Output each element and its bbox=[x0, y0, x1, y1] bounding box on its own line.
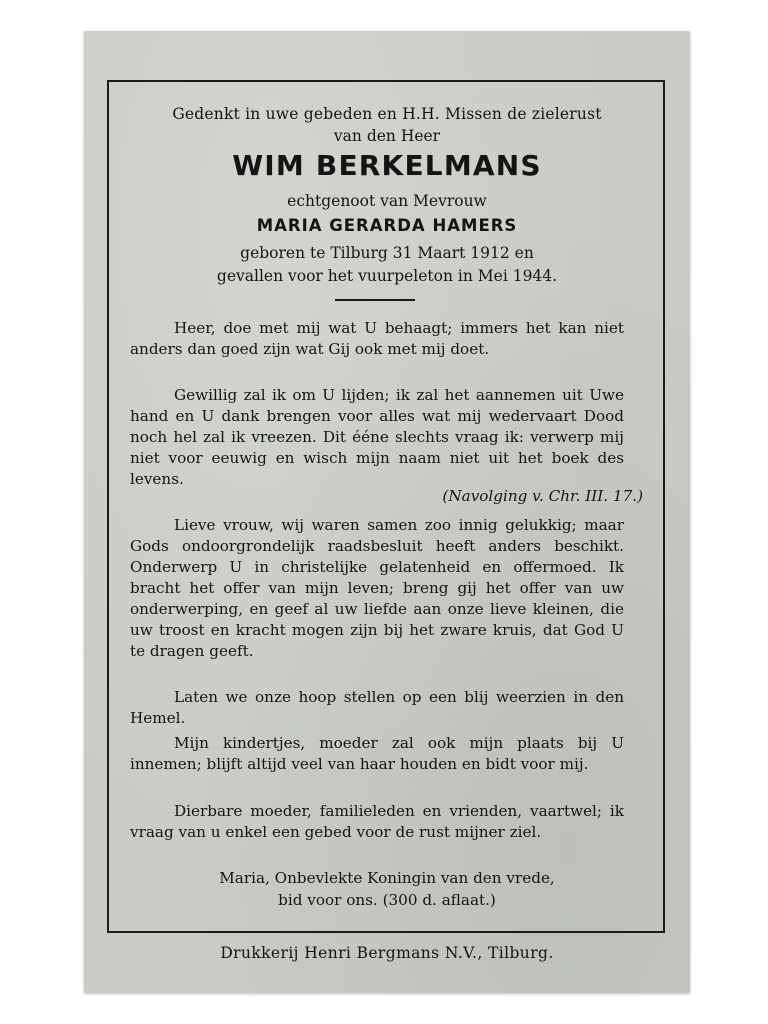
intro-line: Gedenkt in uwe gebeden en H.H. Missen de zielerust bbox=[172, 105, 602, 123]
spouse-name: MARIA GERARDA HAMERS bbox=[256, 216, 518, 235]
prayer-line-1: Maria, Onbevlekte Koningin van den vrede, bbox=[219, 869, 555, 887]
deceased-name: WIM BERKELMANS bbox=[232, 149, 542, 182]
paragraph-2 bbox=[130, 385, 624, 490]
paragraph-6 bbox=[130, 801, 624, 843]
paragraph-4 bbox=[130, 687, 624, 729]
paragraph-text: Heer, doe met mij wat U behaagt; immers het kan niet anders dan goed zijn wat Gij ook met mij doet. bbox=[130, 319, 624, 358]
memorial-card bbox=[84, 31, 690, 993]
citation: (Navolging v. Chr. III. 17.) bbox=[442, 487, 643, 505]
paragraph-3 bbox=[130, 515, 624, 662]
birth-line: geboren te Tilburg 31 Maart 1912 en bbox=[240, 244, 534, 262]
death-line: gevallen voor het vuurpeleton in Mei 1944. bbox=[216, 267, 558, 285]
paragraph-5 bbox=[130, 733, 624, 775]
paragraph-text: Lieve vrouw, wij waren samen zoo innig gelukkig; maar Gods ondoorgrondelijk raadsbesluit heeft anders beschikt. Onderwerp U in christelijke gelatenheid en offermoed. Ik bracht het offer van mijn leven; breng gij het offer van uw onderwerping, en geef al uw liefde aan onze lieve kleinen, die uw troost en kracht mogen zijn bij het zware kruis, dat God U te dragen geeft. bbox=[130, 516, 624, 660]
divider-rule bbox=[335, 299, 415, 301]
paragraph-text: Gewillig zal ik om U lijden; ik zal het aannemen uit Uwe hand en U dank brengen voor alles wat mij wedervaart Dood noch hel zal ik vreezen. Dit ééne slechts vraag ik: verwerp mij niet voor eeuwig en wisch mijn naam niet uit het boek des levens. bbox=[130, 386, 624, 488]
prayer-line-2: bid voor ons. (300 d. aflaat.) bbox=[278, 891, 496, 909]
printer-credit: Drukkerij Henri Bergmans N.V., Tilburg. bbox=[220, 944, 554, 962]
paragraph-text: Laten we onze hoop stellen op een blij weerzien in den Hemel. bbox=[130, 688, 624, 727]
intro-line-2: van den Heer bbox=[333, 127, 441, 145]
paragraph-text: Dierbare moeder, familieleden en vrienden, vaartwel; ik vraag van u enkel een gebed voor de rust mijner ziel. bbox=[130, 802, 624, 841]
paragraph-1 bbox=[130, 318, 624, 360]
paragraph-text: Mijn kindertjes, moeder zal ook mijn plaats bij U innemen; blijft altijd veel van haar houden en bidt voor mij. bbox=[130, 734, 624, 773]
spouse-intro: echtgenoot van Mevrouw bbox=[287, 192, 487, 210]
